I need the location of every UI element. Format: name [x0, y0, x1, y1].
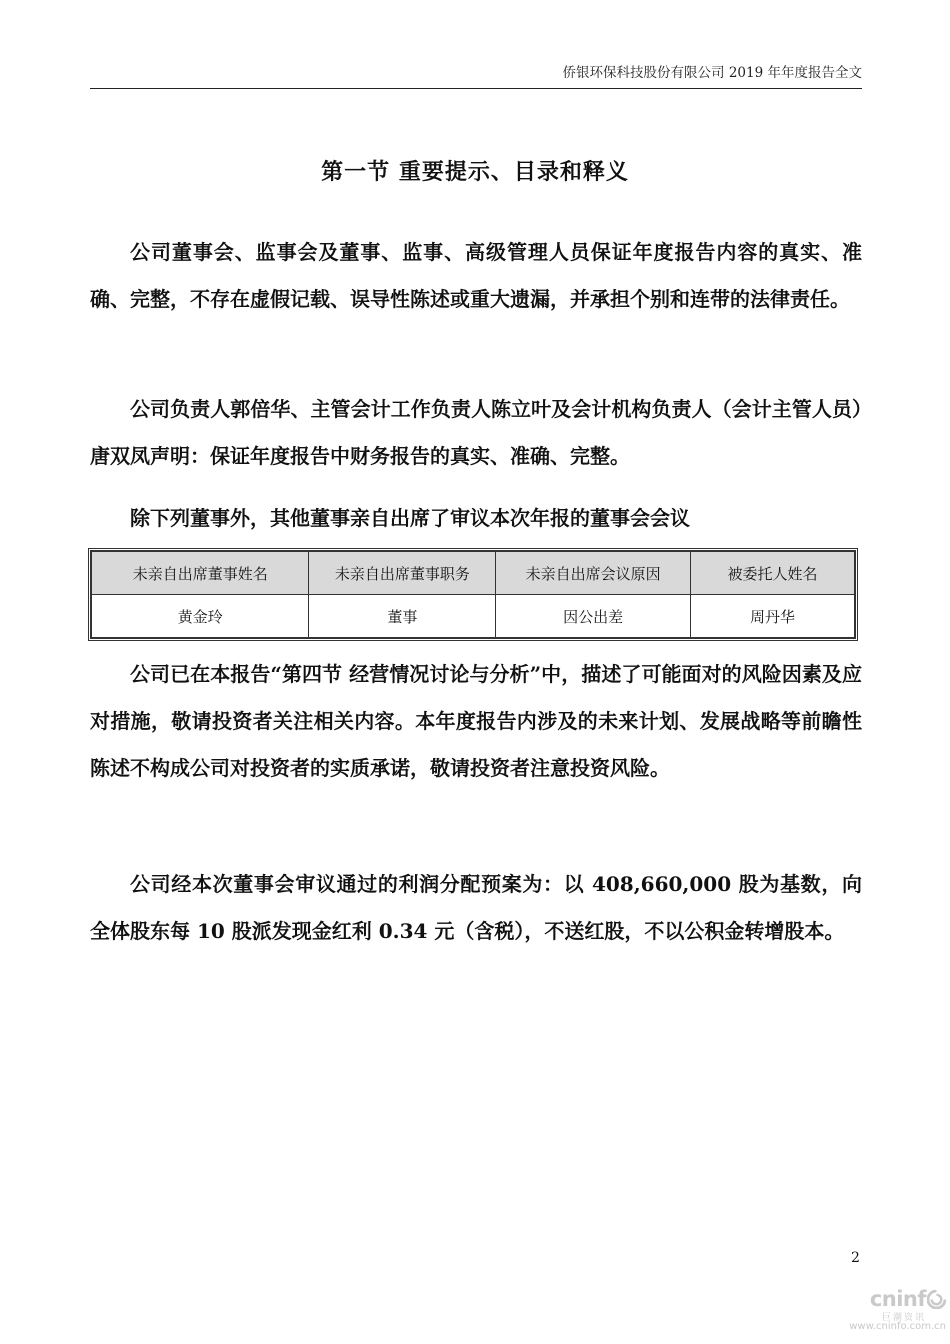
- paragraph-responsible-persons: 公司负责人郭倍华、主管会计工作负责人陈立叶及会计机构负责人（会计主管人员）唐双凤声明：保证年度报告中财务报告的真实、准确、完整。: [90, 397, 862, 468]
- table-header-cell: 未亲自出席会议原因: [496, 552, 691, 595]
- table-cell: 周丹华: [690, 595, 854, 638]
- page-number: 2: [851, 1250, 860, 1266]
- table-cell: 因公出差: [496, 595, 691, 638]
- table-header-cell: 未亲自出席董事职务: [309, 552, 496, 595]
- paragraph-risk-notice: 公司已在本报告“第四节 经营情况讨论与分析”中，描述了可能面对的风险因素及应对措施，敬请投资者关注相关内容。本年度报告内涉及的未来计划、发展战略等前瞻性陈述不构成公司对投资者的实质承诺，敬请投资者注意投资风险。: [90, 662, 862, 780]
- logo-sub-text: 巨潮资讯: [881, 1313, 926, 1323]
- table-row: [92, 595, 855, 638]
- table-cell: 黄金玲: [92, 595, 309, 638]
- table-header-cell: 被委托人姓名: [690, 552, 854, 595]
- absent-directors-table: [88, 548, 858, 641]
- section-title: 第一节 重要提示、目录和释义: [321, 159, 629, 185]
- table-header-row: [92, 552, 855, 595]
- running-title: 侨银环保科技股份有限公司 2019 年年度报告全文: [562, 65, 862, 81]
- paragraph-absent-directors-intro: 除下列董事外，其他董事亲自出席了审议本次年报的董事会会议: [130, 506, 690, 530]
- logo-url-text: www.cninfo.com.cn: [849, 1321, 946, 1332]
- table-header-cell: 未亲自出席董事姓名: [92, 552, 309, 595]
- logo-brand-text: cninf: [869, 1287, 926, 1311]
- paragraph-board-guarantee: 公司董事会、监事会及董事、监事、高级管理人员保证年度报告内容的真实、准确、完整，不存在虚假记载、误导性陈述或重大遗漏，并承担个别和连带的法律责任。: [90, 240, 862, 311]
- cninfo-watermark-logo: [849, 1287, 948, 1337]
- running-header: [90, 62, 862, 89]
- cninf-swirl-icon: [927, 1290, 946, 1309]
- paragraph-profit-distribution: 公司经本次董事会审议通过的利润分配预案为：以 408,660,000 股为基数，向全体股东每 10 股派发现金红利 0.34 元（含税），不送红股，不以公积金转增股本。: [90, 872, 862, 943]
- table-cell: 董事: [309, 595, 496, 638]
